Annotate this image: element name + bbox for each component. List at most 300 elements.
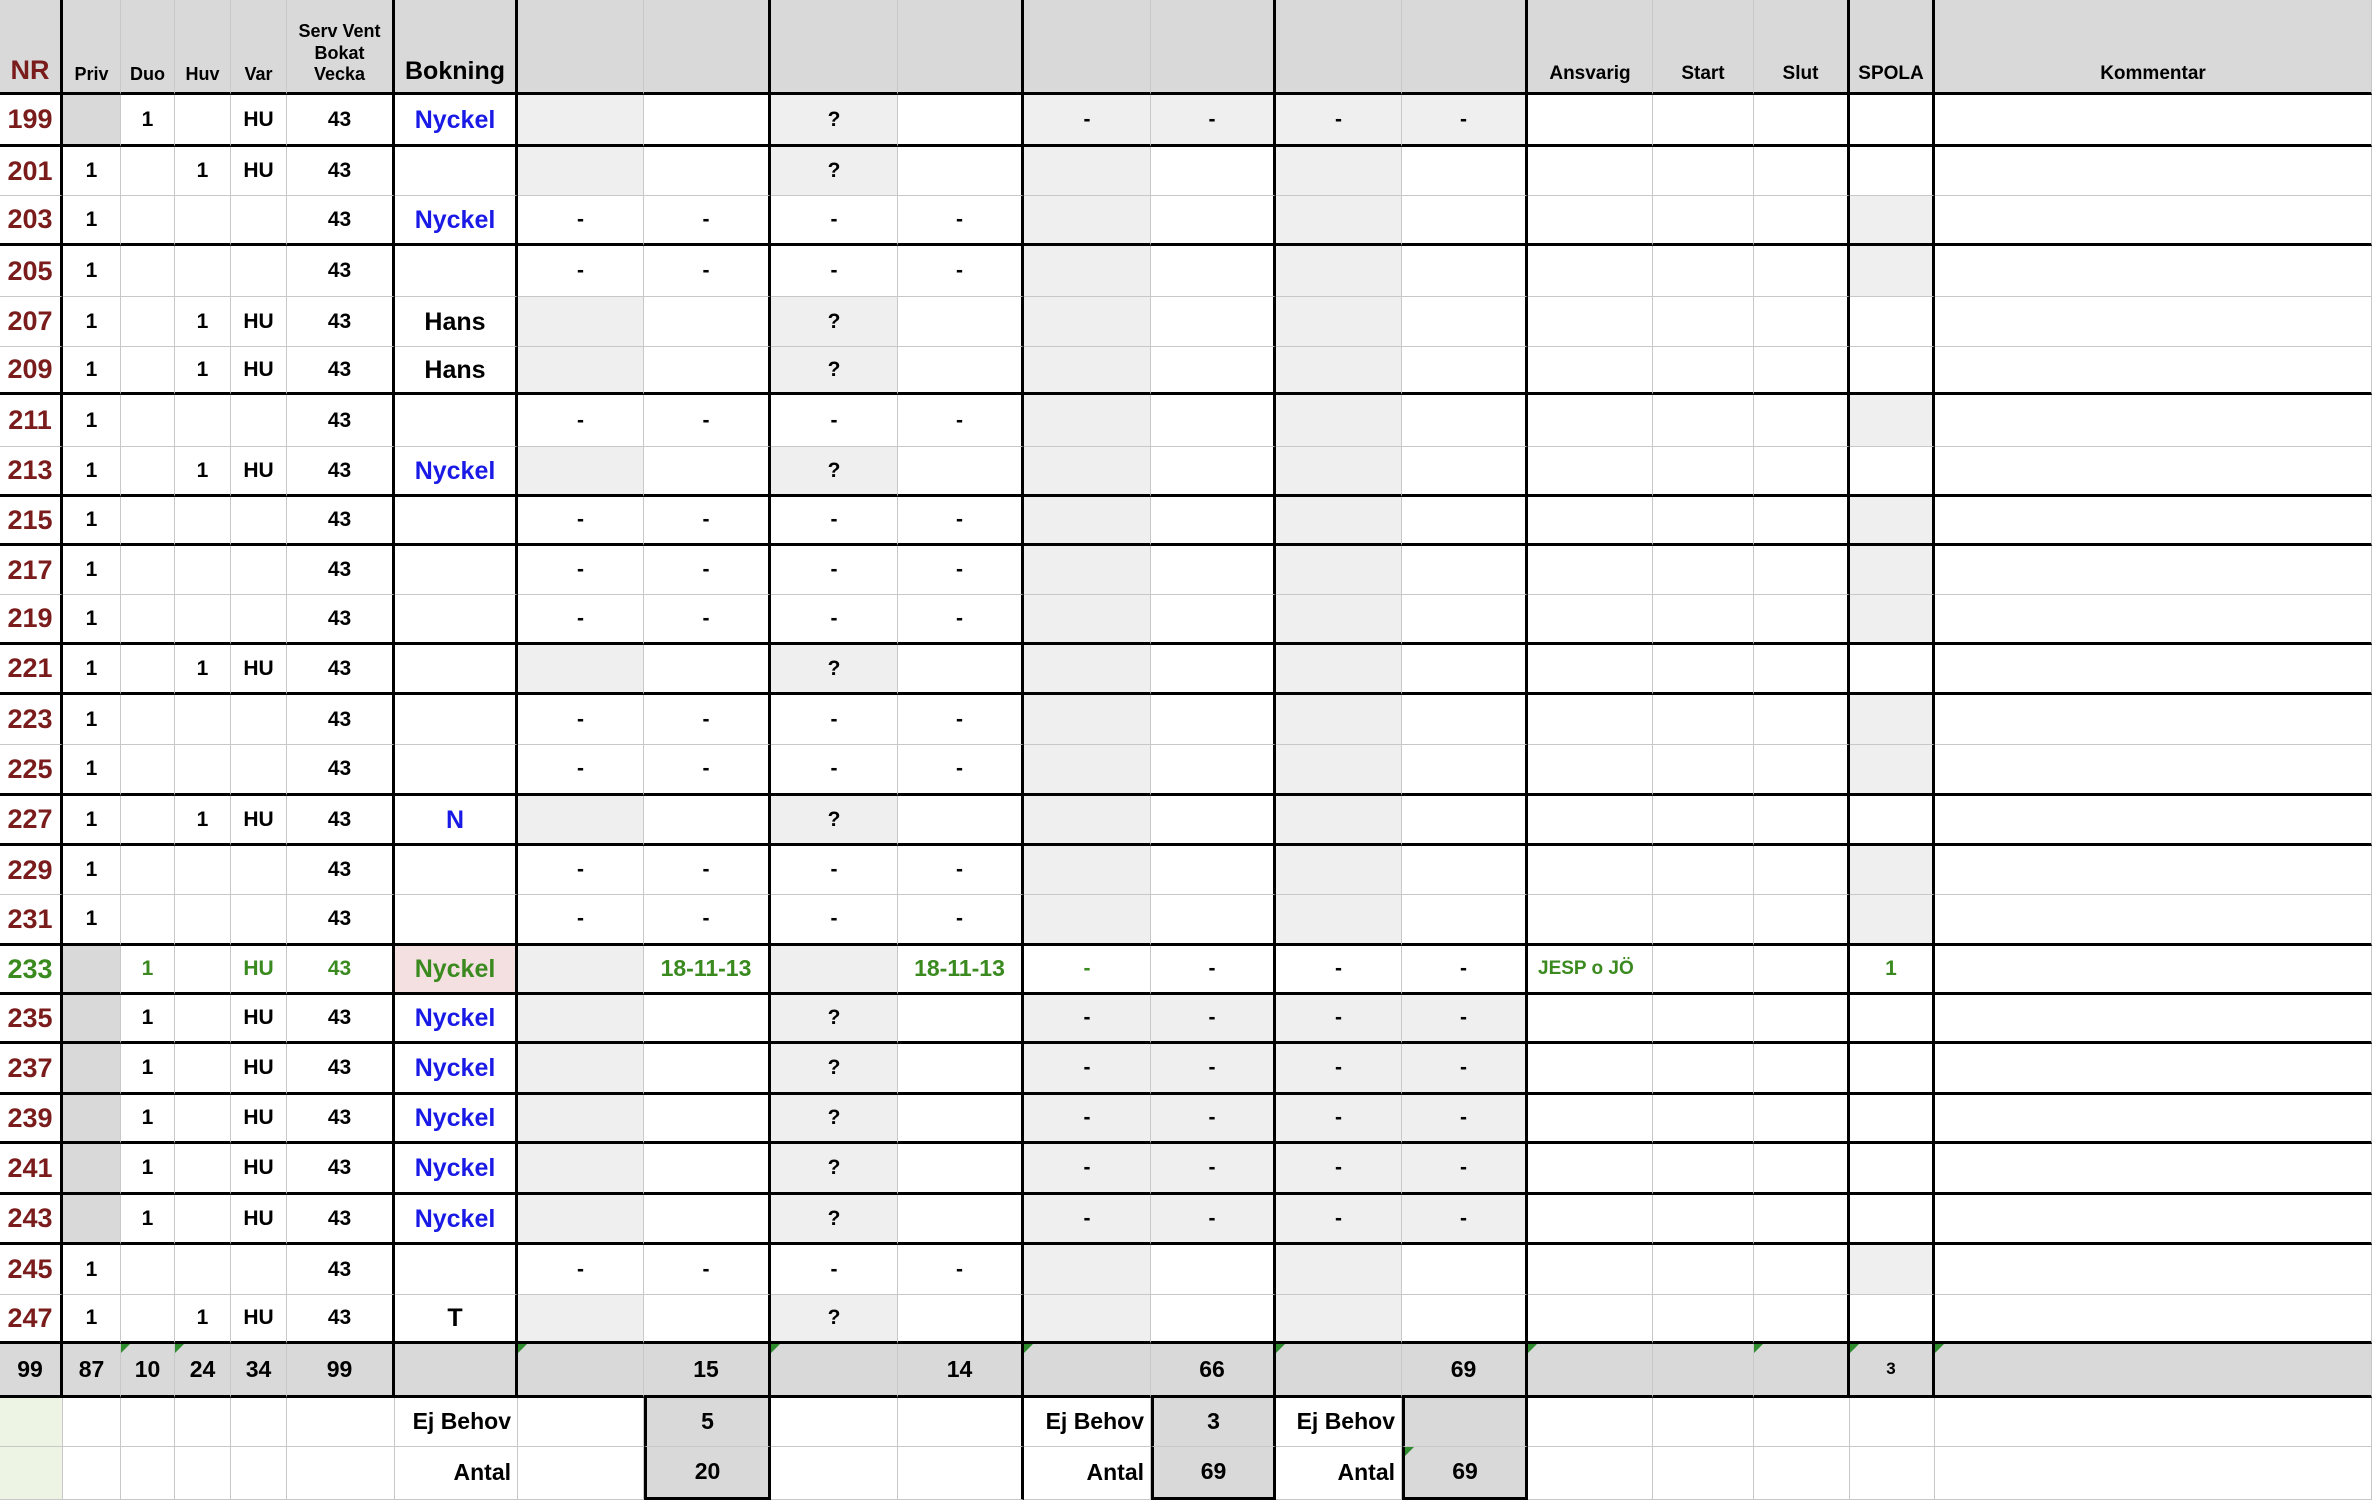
cell-kommentar[interactable]	[1935, 946, 2372, 995]
cell-huv[interactable]	[175, 846, 231, 895]
cell-start[interactable]	[1653, 1245, 1754, 1295]
total-kommentar[interactable]	[1935, 1344, 2372, 1398]
cell-hmu[interactable]	[898, 447, 1024, 497]
cell-hv[interactable]: -	[518, 895, 644, 946]
cell-priv[interactable]	[63, 1195, 121, 1245]
cell-pvu[interactable]	[1151, 546, 1276, 595]
footer-cell[interactable]	[1653, 1447, 1754, 1500]
cell-hv[interactable]	[518, 1044, 644, 1095]
cell-serv[interactable]: 43	[287, 1195, 395, 1245]
cell-duo[interactable]	[121, 246, 175, 297]
cell-pmu[interactable]: -	[1402, 1044, 1528, 1095]
cell-serv[interactable]: 43	[287, 246, 395, 297]
cell-priv[interactable]: 1	[63, 297, 121, 347]
footer-cell[interactable]	[518, 1398, 644, 1447]
cell-priv[interactable]: 1	[63, 846, 121, 895]
cell-kommentar[interactable]	[1935, 347, 2372, 395]
cell-pvu[interactable]: -	[1151, 1195, 1276, 1245]
footer-cell[interactable]	[1935, 1447, 2372, 1500]
cell-kommentar[interactable]	[1935, 846, 2372, 895]
cell-var[interactable]	[231, 846, 287, 895]
cell-serv[interactable]: 43	[287, 695, 395, 745]
footer-pm-value[interactable]	[1402, 1398, 1528, 1447]
cell-kommentar[interactable]	[1935, 695, 2372, 745]
cell-hm[interactable]: ?	[771, 1095, 898, 1144]
cell-var[interactable]	[231, 895, 287, 946]
cell-pvu[interactable]	[1151, 297, 1276, 347]
cell-var[interactable]: HU	[231, 1144, 287, 1195]
cell-duo[interactable]: 1	[121, 95, 175, 147]
cell-hvu[interactable]: 18-11-13	[644, 946, 771, 995]
cell-spola[interactable]	[1850, 1295, 1935, 1344]
cell-pv[interactable]	[1024, 645, 1151, 695]
cell-pm[interactable]: -	[1276, 95, 1402, 147]
cell-pmu[interactable]: -	[1402, 95, 1528, 147]
cell-var[interactable]	[231, 395, 287, 447]
total-serv[interactable]: 99	[287, 1344, 395, 1398]
cell-kommentar[interactable]	[1935, 497, 2372, 546]
cell-duo[interactable]: 1	[121, 1095, 175, 1144]
cell-hv[interactable]	[518, 147, 644, 196]
cell-priv[interactable]: 1	[63, 246, 121, 297]
cell-pv[interactable]	[1024, 1295, 1151, 1344]
cell-hm[interactable]: ?	[771, 297, 898, 347]
cell-bokning[interactable]	[395, 645, 518, 695]
cell-start[interactable]	[1653, 946, 1754, 995]
cell-pv[interactable]	[1024, 595, 1151, 645]
cell-start[interactable]	[1653, 497, 1754, 546]
cell-hvu[interactable]	[644, 297, 771, 347]
cell-hmu[interactable]: -	[898, 745, 1024, 796]
cell-slut[interactable]	[1754, 1195, 1850, 1245]
cell-bokning[interactable]: Nyckel	[395, 946, 518, 995]
cell-kommentar[interactable]	[1935, 595, 2372, 645]
cell-pv[interactable]	[1024, 497, 1151, 546]
cell-pvu[interactable]	[1151, 595, 1276, 645]
cell-var[interactable]: HU	[231, 1195, 287, 1245]
cell-pm[interactable]: -	[1276, 1044, 1402, 1095]
cell-pmu[interactable]	[1402, 895, 1528, 946]
cell-start[interactable]	[1653, 447, 1754, 497]
cell-pvu[interactable]: -	[1151, 1095, 1276, 1144]
cell-var[interactable]: HU	[231, 946, 287, 995]
cell-priv[interactable]	[63, 1144, 121, 1195]
cell-hm[interactable]: ?	[771, 447, 898, 497]
row-number[interactable]: 213	[0, 447, 63, 497]
cell-kommentar[interactable]	[1935, 745, 2372, 796]
cell-priv[interactable]: 1	[63, 695, 121, 745]
cell-huv[interactable]	[175, 546, 231, 595]
cell-bokning[interactable]: Hans	[395, 347, 518, 395]
cell-hmu[interactable]: -	[898, 196, 1024, 246]
cell-pv[interactable]: -	[1024, 95, 1151, 147]
cell-duo[interactable]	[121, 645, 175, 695]
cell-ansvarig[interactable]	[1528, 395, 1653, 447]
cell-start[interactable]	[1653, 246, 1754, 297]
cell-hvu[interactable]: -	[644, 395, 771, 447]
cell-start[interactable]	[1653, 1095, 1754, 1144]
cell-pvu[interactable]	[1151, 447, 1276, 497]
cell-pvu[interactable]	[1151, 796, 1276, 846]
cell-start[interactable]	[1653, 695, 1754, 745]
cell-hv[interactable]	[518, 1195, 644, 1245]
cell-pv[interactable]	[1024, 147, 1151, 196]
cell-hv[interactable]: -	[518, 246, 644, 297]
cell-hv[interactable]: -	[518, 595, 644, 645]
cell-spola[interactable]	[1850, 846, 1935, 895]
cell-huv[interactable]	[175, 745, 231, 796]
cell-spola[interactable]	[1850, 347, 1935, 395]
cell-pm[interactable]	[1276, 196, 1402, 246]
cell-hm[interactable]: -	[771, 546, 898, 595]
cell-hm[interactable]: -	[771, 745, 898, 796]
cell-var[interactable]: HU	[231, 95, 287, 147]
row-number[interactable]: 203	[0, 196, 63, 246]
cell-var[interactable]: HU	[231, 1295, 287, 1344]
cell-serv[interactable]: 43	[287, 1295, 395, 1344]
cell-hm[interactable]	[771, 946, 898, 995]
cell-var[interactable]	[231, 497, 287, 546]
cell-spola[interactable]	[1850, 147, 1935, 196]
cell-hvu[interactable]: -	[644, 1245, 771, 1295]
cell-pmu[interactable]: -	[1402, 995, 1528, 1044]
cell-huv[interactable]	[175, 946, 231, 995]
cell-huv[interactable]	[175, 1195, 231, 1245]
cell-var[interactable]: HU	[231, 1095, 287, 1144]
cell-duo[interactable]	[121, 546, 175, 595]
cell-pmu[interactable]	[1402, 297, 1528, 347]
cell-bokning[interactable]: Nyckel	[395, 1144, 518, 1195]
cell-priv[interactable]: 1	[63, 796, 121, 846]
cell-serv[interactable]: 43	[287, 995, 395, 1044]
cell-spola[interactable]	[1850, 1144, 1935, 1195]
cell-slut[interactable]	[1754, 846, 1850, 895]
cell-hm[interactable]: ?	[771, 645, 898, 695]
cell-hv[interactable]	[518, 347, 644, 395]
cell-huv[interactable]	[175, 497, 231, 546]
cell-spola[interactable]	[1850, 745, 1935, 796]
cell-pmu[interactable]	[1402, 645, 1528, 695]
cell-priv[interactable]	[63, 1095, 121, 1144]
cell-hmu[interactable]: -	[898, 695, 1024, 745]
cell-pm[interactable]	[1276, 895, 1402, 946]
cell-bokning[interactable]	[395, 395, 518, 447]
cell-hm[interactable]: ?	[771, 1144, 898, 1195]
cell-bokning[interactable]: Nyckel	[395, 1044, 518, 1095]
row-number[interactable]: 227	[0, 796, 63, 846]
cell-pm[interactable]	[1276, 595, 1402, 645]
total-pvu[interactable]: 66	[1151, 1344, 1276, 1398]
cell-priv[interactable]: 1	[63, 1245, 121, 1295]
row-number[interactable]: 235	[0, 995, 63, 1044]
cell-hmu[interactable]	[898, 1144, 1024, 1195]
cell-bokning[interactable]: Nyckel	[395, 95, 518, 147]
cell-pm[interactable]	[1276, 1245, 1402, 1295]
cell-duo[interactable]	[121, 695, 175, 745]
total-start[interactable]	[1653, 1344, 1754, 1398]
cell-kommentar[interactable]	[1935, 1195, 2372, 1245]
row-number[interactable]: 201	[0, 147, 63, 196]
cell-hmu[interactable]: -	[898, 395, 1024, 447]
cell-bokning[interactable]: Nyckel	[395, 1195, 518, 1245]
cell-bokning[interactable]	[395, 147, 518, 196]
cell-start[interactable]	[1653, 147, 1754, 196]
cell-duo[interactable]	[121, 447, 175, 497]
cell-bokning[interactable]	[395, 246, 518, 297]
cell-start[interactable]	[1653, 895, 1754, 946]
cell-priv[interactable]	[63, 946, 121, 995]
cell-priv[interactable]	[63, 1044, 121, 1095]
cell-bokning[interactable]: Hans	[395, 297, 518, 347]
total-slut[interactable]	[1754, 1344, 1850, 1398]
footer-cell[interactable]	[121, 1447, 175, 1500]
cell-duo[interactable]	[121, 395, 175, 447]
cell-serv[interactable]: 43	[287, 895, 395, 946]
cell-ansvarig[interactable]	[1528, 1095, 1653, 1144]
cell-pv[interactable]: -	[1024, 1095, 1151, 1144]
cell-spola[interactable]	[1850, 695, 1935, 745]
cell-priv[interactable]: 1	[63, 745, 121, 796]
footer-hv-value[interactable]: 20	[644, 1447, 771, 1500]
cell-hvu[interactable]: -	[644, 895, 771, 946]
cell-serv[interactable]: 43	[287, 745, 395, 796]
cell-priv[interactable]: 1	[63, 645, 121, 695]
row-number[interactable]: 211	[0, 395, 63, 447]
cell-slut[interactable]	[1754, 1245, 1850, 1295]
cell-hm[interactable]: ?	[771, 1195, 898, 1245]
cell-hmu[interactable]	[898, 1044, 1024, 1095]
cell-hv[interactable]: -	[518, 196, 644, 246]
cell-priv[interactable]: 1	[63, 895, 121, 946]
cell-pv[interactable]	[1024, 695, 1151, 745]
cell-var[interactable]	[231, 546, 287, 595]
cell-slut[interactable]	[1754, 595, 1850, 645]
cell-duo[interactable]	[121, 1295, 175, 1344]
cell-huv[interactable]	[175, 895, 231, 946]
cell-pm[interactable]: -	[1276, 1095, 1402, 1144]
cell-var[interactable]	[231, 695, 287, 745]
cell-pv[interactable]	[1024, 246, 1151, 297]
cell-priv[interactable]	[63, 95, 121, 147]
row-number[interactable]: 207	[0, 297, 63, 347]
cell-hmu[interactable]	[898, 1195, 1024, 1245]
cell-pmu[interactable]: -	[1402, 1144, 1528, 1195]
cell-huv[interactable]	[175, 196, 231, 246]
cell-var[interactable]	[231, 196, 287, 246]
cell-ansvarig[interactable]	[1528, 1144, 1653, 1195]
cell-bokning[interactable]: Nyckel	[395, 1095, 518, 1144]
cell-pv[interactable]: -	[1024, 946, 1151, 995]
cell-pm[interactable]	[1276, 147, 1402, 196]
footer-cell[interactable]	[898, 1447, 1024, 1500]
cell-start[interactable]	[1653, 745, 1754, 796]
cell-ansvarig[interactable]	[1528, 1195, 1653, 1245]
cell-hv[interactable]	[518, 645, 644, 695]
cell-serv[interactable]: 43	[287, 1144, 395, 1195]
cell-slut[interactable]	[1754, 1044, 1850, 1095]
cell-hvu[interactable]	[644, 796, 771, 846]
cell-ansvarig[interactable]	[1528, 995, 1653, 1044]
cell-spola[interactable]	[1850, 395, 1935, 447]
cell-start[interactable]	[1653, 796, 1754, 846]
cell-hm[interactable]: -	[771, 497, 898, 546]
total-hm[interactable]	[771, 1344, 898, 1398]
cell-hv[interactable]: -	[518, 1245, 644, 1295]
cell-pvu[interactable]	[1151, 846, 1276, 895]
footer-cell[interactable]	[231, 1447, 287, 1500]
cell-slut[interactable]	[1754, 995, 1850, 1044]
cell-hmu[interactable]	[898, 297, 1024, 347]
cell-hvu[interactable]	[644, 95, 771, 147]
cell-hvu[interactable]	[644, 995, 771, 1044]
cell-pmu[interactable]	[1402, 147, 1528, 196]
cell-hv[interactable]	[518, 95, 644, 147]
cell-hvu[interactable]: -	[644, 196, 771, 246]
row-number[interactable]: 199	[0, 95, 63, 147]
cell-hmu[interactable]: -	[898, 595, 1024, 645]
cell-hm[interactable]: -	[771, 196, 898, 246]
total-hvu[interactable]: 15	[644, 1344, 771, 1398]
cell-hv[interactable]	[518, 796, 644, 846]
footer-cell[interactable]	[63, 1447, 121, 1500]
cell-serv[interactable]: 43	[287, 196, 395, 246]
cell-hv[interactable]	[518, 1144, 644, 1195]
cell-ansvarig[interactable]	[1528, 297, 1653, 347]
cell-huv[interactable]	[175, 1095, 231, 1144]
cell-huv[interactable]: 1	[175, 796, 231, 846]
footer-cell[interactable]	[63, 1398, 121, 1447]
cell-slut[interactable]	[1754, 1295, 1850, 1344]
cell-pm[interactable]	[1276, 695, 1402, 745]
row-number[interactable]: 225	[0, 745, 63, 796]
cell-pvu[interactable]: -	[1151, 995, 1276, 1044]
cell-pv[interactable]	[1024, 796, 1151, 846]
cell-hv[interactable]: -	[518, 546, 644, 595]
footer-cell[interactable]	[0, 1398, 63, 1447]
cell-kommentar[interactable]	[1935, 645, 2372, 695]
footer-cell[interactable]	[1754, 1447, 1850, 1500]
cell-pm[interactable]	[1276, 546, 1402, 595]
cell-spola[interactable]	[1850, 1095, 1935, 1144]
cell-var[interactable]: HU	[231, 297, 287, 347]
total-huv[interactable]: 24	[175, 1344, 231, 1398]
cell-spola[interactable]	[1850, 196, 1935, 246]
cell-pv[interactable]	[1024, 1245, 1151, 1295]
cell-start[interactable]	[1653, 196, 1754, 246]
cell-hvu[interactable]	[644, 447, 771, 497]
row-number[interactable]: 247	[0, 1295, 63, 1344]
cell-huv[interactable]	[175, 1245, 231, 1295]
row-number[interactable]: 223	[0, 695, 63, 745]
cell-hm[interactable]: -	[771, 1245, 898, 1295]
cell-pmu[interactable]: -	[1402, 946, 1528, 995]
cell-pmu[interactable]	[1402, 447, 1528, 497]
cell-pv[interactable]	[1024, 846, 1151, 895]
cell-var[interactable]	[231, 595, 287, 645]
cell-start[interactable]	[1653, 1144, 1754, 1195]
cell-hm[interactable]: ?	[771, 147, 898, 196]
cell-pv[interactable]	[1024, 895, 1151, 946]
row-number[interactable]: 231	[0, 895, 63, 946]
row-number[interactable]: 239	[0, 1095, 63, 1144]
cell-pm[interactable]	[1276, 645, 1402, 695]
cell-hv[interactable]	[518, 995, 644, 1044]
cell-kommentar[interactable]	[1935, 546, 2372, 595]
cell-kommentar[interactable]	[1935, 395, 2372, 447]
cell-pv[interactable]	[1024, 447, 1151, 497]
cell-serv[interactable]: 43	[287, 497, 395, 546]
cell-pmu[interactable]	[1402, 595, 1528, 645]
total-priv[interactable]: 87	[63, 1344, 121, 1398]
cell-var[interactable]: HU	[231, 796, 287, 846]
row-number[interactable]: 243	[0, 1195, 63, 1245]
cell-slut[interactable]	[1754, 95, 1850, 147]
cell-duo[interactable]: 1	[121, 946, 175, 995]
cell-hmu[interactable]	[898, 1295, 1024, 1344]
cell-hv[interactable]	[518, 297, 644, 347]
cell-ansvarig[interactable]	[1528, 147, 1653, 196]
cell-slut[interactable]	[1754, 246, 1850, 297]
cell-huv[interactable]	[175, 95, 231, 147]
cell-huv[interactable]: 1	[175, 347, 231, 395]
cell-kommentar[interactable]	[1935, 447, 2372, 497]
cell-slut[interactable]	[1754, 147, 1850, 196]
footer-hv-value[interactable]: 5	[644, 1398, 771, 1447]
total-ansvarig[interactable]	[1528, 1344, 1653, 1398]
cell-spola[interactable]	[1850, 546, 1935, 595]
cell-hm[interactable]: ?	[771, 796, 898, 846]
cell-pv[interactable]	[1024, 395, 1151, 447]
cell-hmu[interactable]: -	[898, 1245, 1024, 1295]
cell-hvu[interactable]: -	[644, 546, 771, 595]
cell-hvu[interactable]: -	[644, 695, 771, 745]
cell-kommentar[interactable]	[1935, 196, 2372, 246]
cell-duo[interactable]: 1	[121, 1195, 175, 1245]
cell-hm[interactable]: -	[771, 246, 898, 297]
cell-duo[interactable]	[121, 297, 175, 347]
cell-huv[interactable]	[175, 395, 231, 447]
cell-ansvarig[interactable]	[1528, 546, 1653, 595]
cell-pmu[interactable]	[1402, 796, 1528, 846]
cell-hmu[interactable]: -	[898, 846, 1024, 895]
cell-pmu[interactable]	[1402, 347, 1528, 395]
footer-cell[interactable]	[231, 1398, 287, 1447]
footer-cell[interactable]	[898, 1398, 1024, 1447]
cell-serv[interactable]: 43	[287, 1245, 395, 1295]
cell-hmu[interactable]	[898, 1095, 1024, 1144]
cell-ansvarig[interactable]	[1528, 196, 1653, 246]
cell-serv[interactable]: 43	[287, 347, 395, 395]
cell-var[interactable]: HU	[231, 447, 287, 497]
cell-hmu[interactable]: -	[898, 546, 1024, 595]
cell-serv[interactable]: 43	[287, 546, 395, 595]
cell-hv[interactable]: -	[518, 497, 644, 546]
cell-serv[interactable]: 43	[287, 1095, 395, 1144]
row-number[interactable]: 241	[0, 1144, 63, 1195]
cell-kommentar[interactable]	[1935, 297, 2372, 347]
row-number[interactable]: 221	[0, 645, 63, 695]
cell-serv[interactable]: 43	[287, 846, 395, 895]
cell-pm[interactable]	[1276, 497, 1402, 546]
cell-start[interactable]	[1653, 347, 1754, 395]
cell-bokning[interactable]	[395, 895, 518, 946]
cell-spola[interactable]	[1850, 895, 1935, 946]
cell-slut[interactable]	[1754, 895, 1850, 946]
cell-kommentar[interactable]	[1935, 95, 2372, 147]
cell-huv[interactable]: 1	[175, 645, 231, 695]
cell-pmu[interactable]	[1402, 546, 1528, 595]
cell-pv[interactable]: -	[1024, 1044, 1151, 1095]
